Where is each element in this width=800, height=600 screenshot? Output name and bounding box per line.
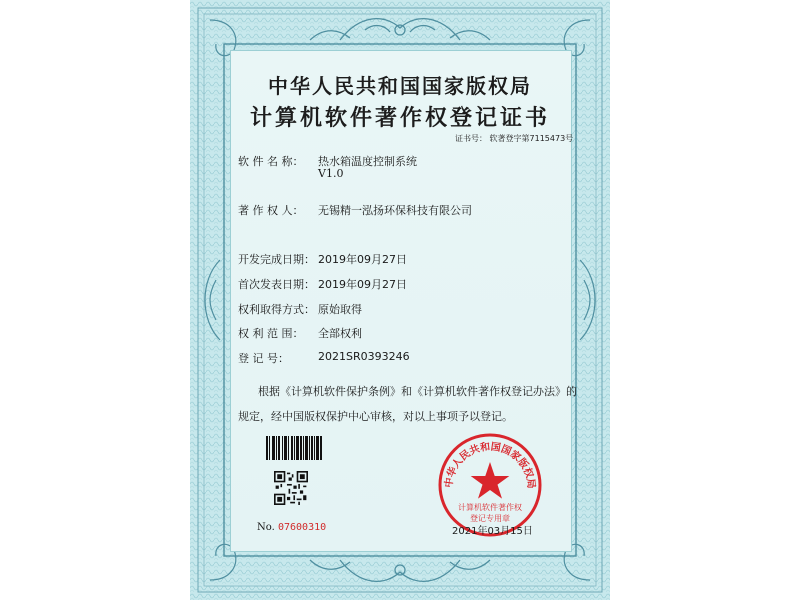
legal-basis-line-2: 规定，经中国版权保护中心审核，对以上事项予以登记。 — [238, 410, 513, 423]
software-version-value: V1.0 — [318, 167, 344, 180]
certificate-number: 证书号： 软著登字第7115473号 — [455, 134, 574, 143]
software-name-label: 软 件 名 称： — [238, 155, 304, 168]
copyright-owner-value: 无锡精一泓扬环保科技有限公司 — [318, 204, 472, 217]
certificate-title: 计算机软件著作权登记证书 — [249, 106, 550, 131]
publication-date-label: 首次发表日期： — [238, 278, 315, 291]
development-date-value: 2019年09月27日 — [318, 253, 407, 266]
acquisition-method-value: 原始取得 — [318, 303, 362, 316]
publication-date-value: 2019年09月27日 — [318, 278, 407, 291]
registration-number-value: 2021SR0393246 — [318, 350, 410, 363]
star-icon — [471, 462, 510, 499]
serial-number-value: 07600310 — [277, 522, 327, 533]
issue-date: 2021年03月15日 — [452, 526, 533, 537]
issuing-authority: 中华人民共和国国家版权局 — [268, 74, 532, 98]
seal-line-1: 计算机软件著作权 — [458, 503, 522, 512]
barcode — [266, 436, 322, 460]
qr-code — [274, 471, 308, 505]
acquisition-method-label: 权利取得方式： — [238, 303, 315, 316]
software-name-value: 热水箱温度控制系统 — [318, 155, 417, 168]
serial-number: No. 07600310 — [257, 522, 327, 533]
seal-arc-text: 中华人民共和国国家版权局 — [443, 441, 537, 490]
registration-number-label: 登 记 号： — [238, 352, 289, 365]
seal-line-2: 登记专用章 — [470, 514, 510, 523]
rights-scope-label: 权 利 范 围： — [238, 327, 304, 340]
rights-scope-value: 全部权利 — [318, 327, 362, 340]
legal-basis-line-1: 根据《计算机软件保护条例》和《计算机软件著作权登记办法》的 — [258, 385, 577, 398]
copyright-owner-label: 著 作 权 人： — [238, 204, 304, 217]
development-date-label: 开发完成日期： — [238, 253, 315, 266]
